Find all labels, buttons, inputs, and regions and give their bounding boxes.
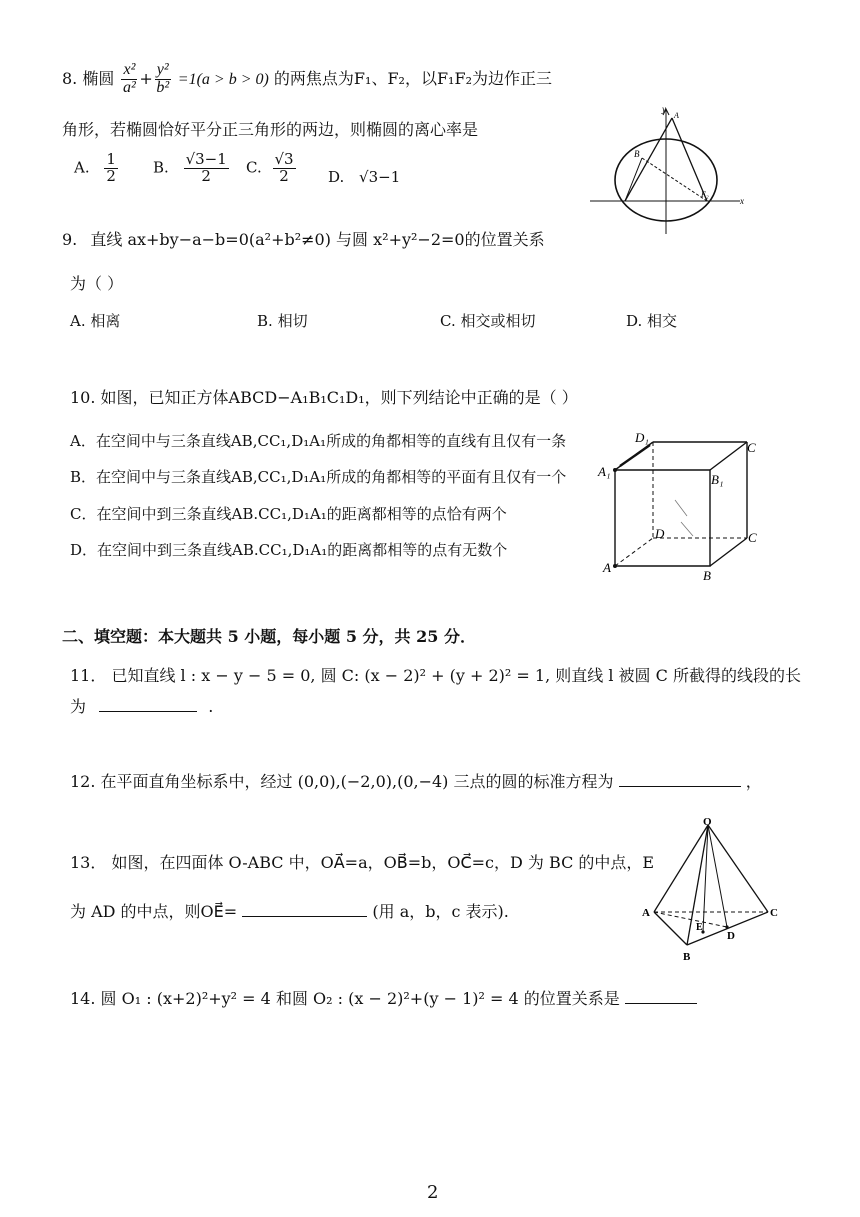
q9-option-d-text: 相交 [647,312,678,330]
q8-text-a: 的两焦点为F₁、F₂，以F₁F₂为边作正三 [273,68,552,88]
q9-text-b: 为（ ） [70,274,124,293]
page-number: 2 [427,1182,439,1203]
q8-option-d-value: √3−1 [359,168,401,186]
q8-fig-label-a: A [674,111,679,120]
q8-option-b-label: B. [153,158,169,177]
q8-option-b-num: √3−1 [185,150,227,168]
q9-option-c-label: C. [440,312,456,330]
q10-option-d [70,543,507,558]
q8-option-d-label: D. [328,168,345,186]
q10-fig-label-c: C [748,530,757,545]
q8-prefix: 椭圆 [82,68,115,88]
q10-option-c [70,507,507,522]
q8-ellipse-figure [590,100,750,240]
q11-line1 [70,668,801,684]
q8-option-b-den: 2 [201,166,211,185]
q10-fig-label-a: A [603,560,611,575]
q9-line1 [62,232,545,248]
q11-line2 [70,697,213,715]
q10-option-d-text: 在空间中到三条直线AB.CC₁,D₁A₁的距离都相等的点有无数个 [97,541,508,559]
q13-fig-label-c: C [770,907,778,919]
q8-number: 8. [62,68,78,88]
q13-text-c: (用 a，b，c 表示). [372,902,509,921]
q9-option-a-text: 相离 [90,312,121,330]
q13-fig-label-d: D [727,930,735,942]
q8-option-a-label: A. [74,158,90,177]
q8-line1: 8. 椭圆 $\frac{\text{x²}}{\text{a²}}$ + $\frac{\text{y²}}{\text{b²}}$ =1(a > b > 0) 的两焦点为F₁、F₂，以F₁F₂为边作正三 [62,61,552,96]
q10-fig-label-b: B [703,568,711,583]
q8-option-c-num: √3 [274,150,294,168]
q13-fig-label-o: O [703,816,712,828]
q10-stem-line [70,390,578,406]
q10-fig-label-b1: B₁ [711,472,724,487]
q13-fig-label-b: B [683,951,691,963]
q13-line2 [70,902,509,920]
q10-option-d-label: D． [70,541,98,559]
q13-number: 13． [70,853,107,872]
q8-fig-label-b: B [634,149,640,159]
q9-option-d [626,314,677,329]
q13-fig-label-e: E [696,922,703,933]
q11-text-c: . [208,697,214,716]
q10-option-b-text: 在空间中与三条直线AB,CC₁,D₁A₁所成的角都相等的平面有且仅有一个 [96,468,567,486]
q8-option-c-label: C. [246,158,262,177]
q10-option-a-text: 在空间中与三条直线AB,CC₁,D₁A₁所成的角都相等的直线有且仅有一条 [95,432,567,450]
q10-number: 10. [70,388,96,407]
q10-fig-label-c1: C [747,440,756,455]
q9-option-d-label: D. [626,312,643,330]
q10-option-a [70,434,566,449]
q13-tetrahedron-figure [640,815,790,965]
q8-frac-x: $\frac{\text{x²}}{\text{a²}}$ [123,61,136,96]
q8-equation-tail: =1(a > b > 0) [177,70,269,88]
q8-fig-label-x: x [740,196,744,206]
q8-option-a [74,152,120,185]
q10-option-b-label: B． [70,468,97,486]
q10-fig-label-d: D [655,526,665,541]
q11-number: 11． [70,666,107,685]
q9-option-b-text: 相切 [277,312,308,330]
q10-option-c-label: C． [70,505,97,523]
q14-answer-blank[interactable] [625,989,697,1004]
q9-number: 9. [62,230,78,249]
q10-fig-label-d1: D₁ [635,430,649,445]
q12-line [70,772,762,790]
q13-fig-label-a: A [642,907,650,919]
section2-title: 二、填空题：本大题共 5 小题，每小题 5 分，共 25 分． [62,627,476,646]
q10-fig-label-a1: A₁ [598,464,611,479]
q14-text-a: 圆 O₁ : (x+2)²+y² = 4 和圆 O₂ : (x − 2)²+(y − 1)² = 4 的位置关系是 [100,989,620,1008]
q11-text-a: 已知直线 l : x − y − 5 = 0, 圆 C: (x − 2)² + (y + 2)² = 1, 则直线 l 被圆 C 所截得的线段的长 [111,666,801,685]
q12-text-b: ， [745,772,762,791]
q13-text-b: 为 AD 的中点，则OE⃗= [70,902,238,921]
q10-cube-figure [595,430,770,585]
q12-answer-blank[interactable] [619,772,741,787]
q14-line [70,989,697,1007]
q10-option-c-text: 在空间中到三条直线AB.CC₁,D₁A₁的距离都相等的点恰有两个 [96,505,507,523]
q9-option-a [70,314,120,329]
q13-line1 [70,855,654,871]
q8-text-b: 角形，若椭圆恰好平分正三角形的两边，则椭圆的离心率是 [62,120,479,139]
q11-text-b: 为 [70,697,87,716]
q8-option-c [246,152,298,185]
q11-answer-blank[interactable] [99,697,197,712]
q8-option-c-den: 2 [279,166,289,185]
q8-fig-label-y: y [662,104,666,114]
q9-option-c-text: 相交或相切 [460,312,536,330]
q8-option-b [153,152,231,185]
q13-text-a: 如图，在四面体 O-ABC 中，OA⃗=a，OB⃗=b，OC⃗=c，D 为 BC 的中点，E [111,853,655,872]
q8-fig-label-f2: F₂ [701,190,709,199]
q8-option-a-den: 2 [106,166,116,185]
q12-text-a: 在平面直角坐标系中，经过 (0,0),(−2,0),(0,−4) 三点的圆的标准方程为 [100,772,614,791]
q10-stem: 如图，已知正方体ABCD−A₁B₁C₁D₁，则下列结论中正确的是（ ） [100,388,578,407]
q12-number: 12. [70,772,96,791]
q8-option-d [328,170,400,185]
q14-number: 14. [70,989,96,1008]
q10-option-b [70,470,566,485]
q13-answer-blank[interactable] [242,902,367,917]
q9-option-b-label: B. [257,312,273,330]
q9-option-b [257,314,308,329]
q8-option-a-num: 1 [106,150,116,168]
q9-option-c [440,314,536,329]
q9-text-a: 直线 ax+by−a−b=0(a²+b²≠0) 与圆 x²+y²−2=0的位置关系 [90,230,545,249]
q10-option-a-label: A． [70,432,96,450]
q9-option-a-label: A. [70,312,86,330]
q8-frac-y: $\frac{\text{y²}}{\text{b²}}$ [156,61,170,96]
